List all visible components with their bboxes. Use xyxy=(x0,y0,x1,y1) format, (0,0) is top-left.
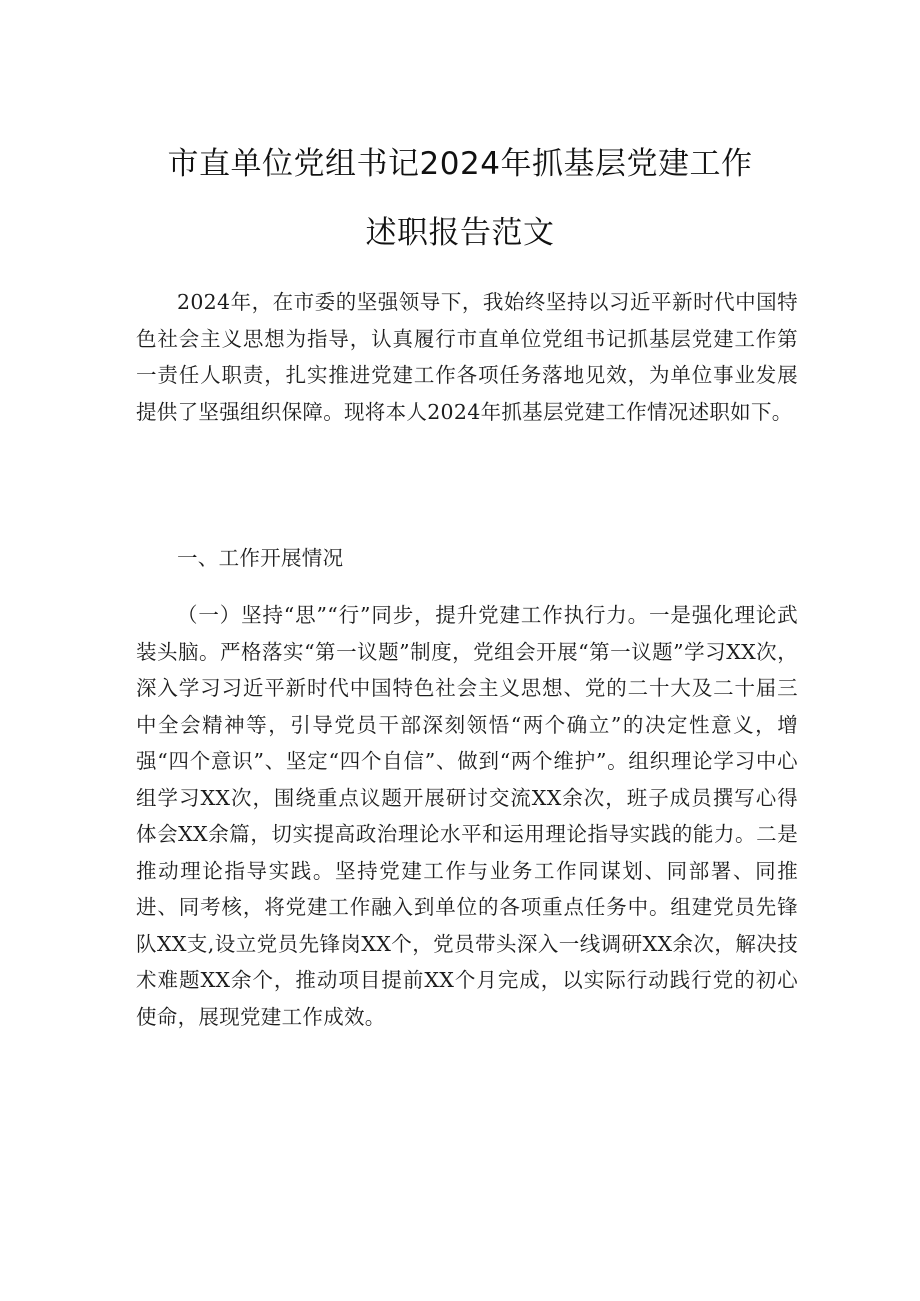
body-paragraph: （一）坚持“思”“行”同步，提升党建工作执行力。一是强化理论武装头脑。严格落实“第一议题”制度，党组会开展“第一议题”学习XX次，深入学习习近平新时代中国特色社会主义思想、党的二十大及二十届三中全会精神等，引导党员干部深刻领悟“两个确立”的决定性意义，增强“四个意识”、坚定“四个自信”、做到“两个维护”。组织理论学习中心组学习XX次，围绕重点议题开展研讨交流XX余次，班子成员撰写心得体会XX余篇，切实提高政治理论水平和运用理论指导实践的能力。二是推动理论指导实践。坚持党建工作与业务工作同谋划、同部署、同推进、同考核，将党建工作融入到单位的各项重点任务中。组建党员先锋队XX支,设立党员先锋岗XX个，党员带头深入一线调研XX余次，解决技术难题XX余个，推动项目提前XX个月完成，以实际行动践行党的初心使命，展现党建工作成效。 xyxy=(136,603,798,1029)
document-title-line-2: 述职报告范文 xyxy=(365,215,555,251)
section-heading: 一、工作开展情况 xyxy=(177,546,344,570)
document-title-line-1: 市直单位党组书记2024年抓基层党建工作 xyxy=(167,146,753,182)
intro-paragraph: 2024年，在市委的坚强领导下，我始终坚持以习近平新时代中国特色社会主义思想为指导，认真履行市直单位党组书记抓基层党建工作第一责任人职责，扎实推进党建工作各项任务落地见效，为单位事业发展提供了坚强组织保障。现将本人2024年抓基层党建工作情况述职如下。 xyxy=(136,290,798,424)
